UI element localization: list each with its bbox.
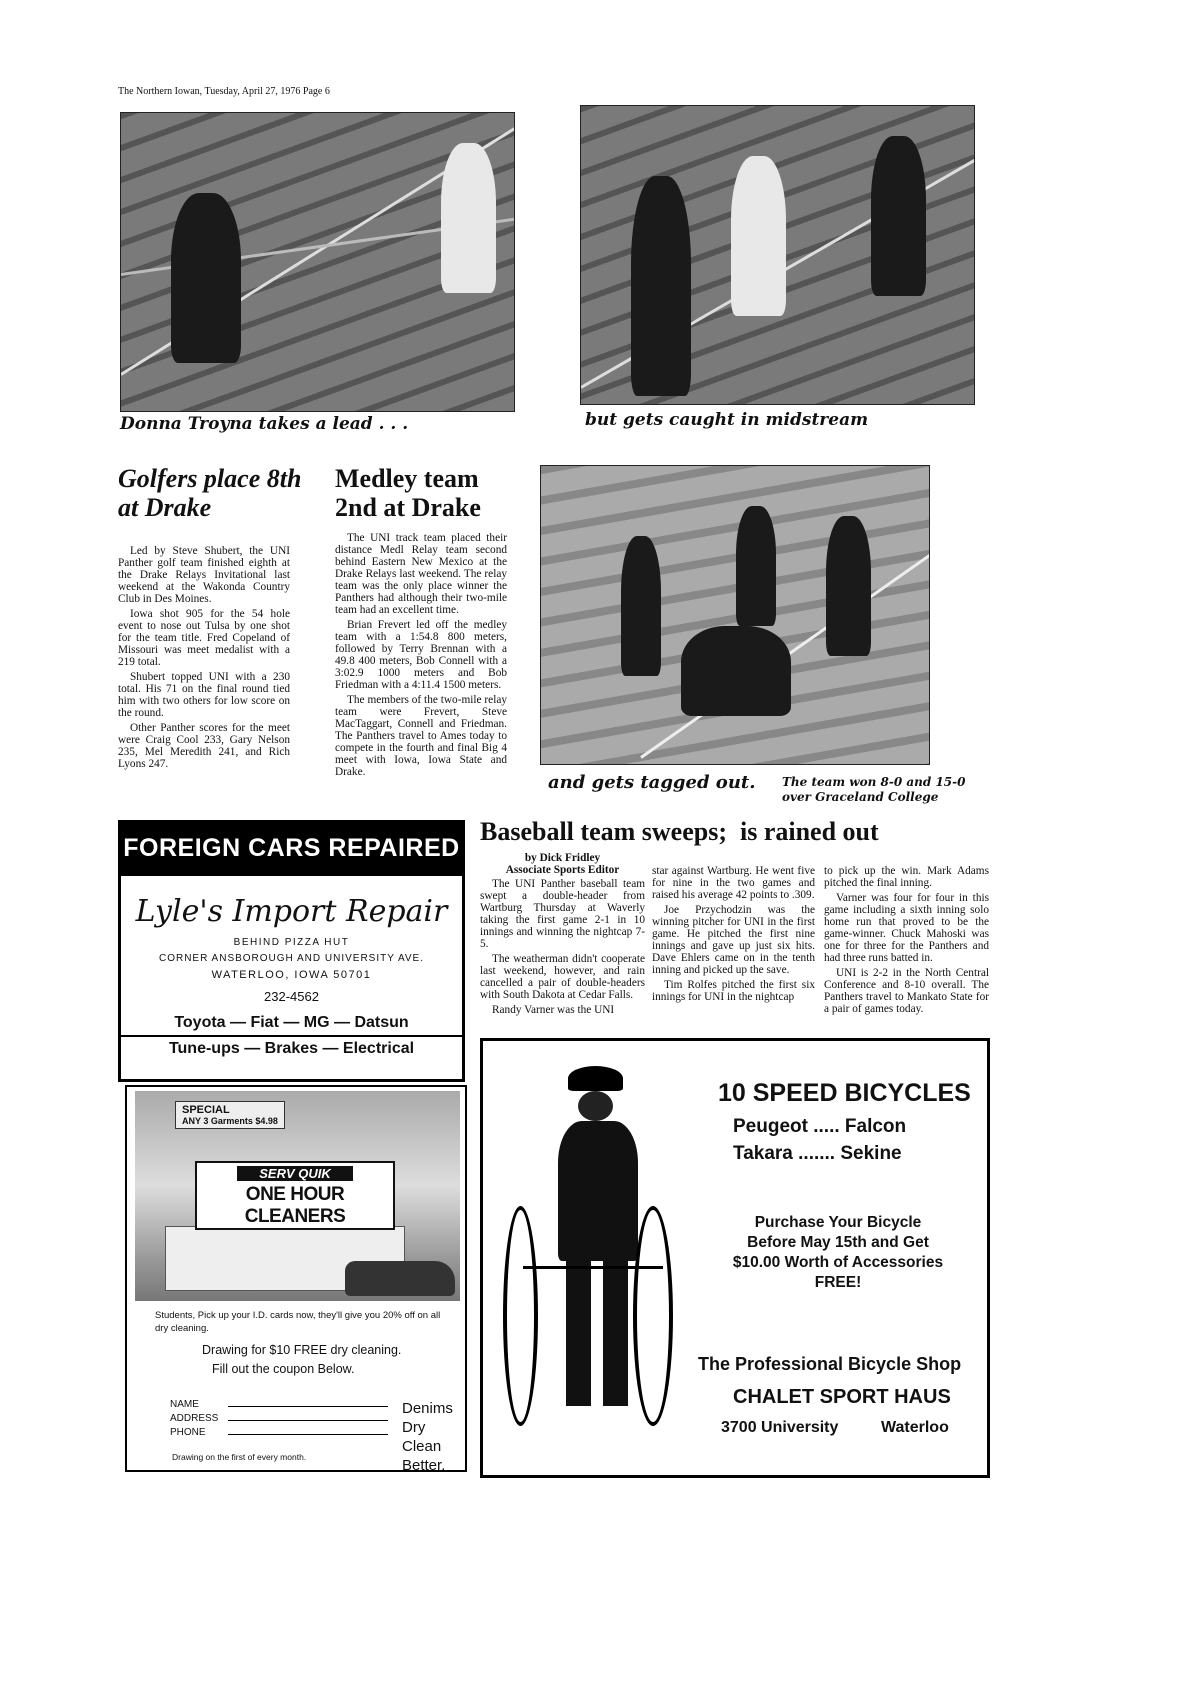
brands-line: Peugeot ..... Falcon [733, 1116, 907, 1137]
shop-tagline: The Professional Bicycle Shop [698, 1354, 962, 1374]
promo-line: Before May 15th and Get [747, 1234, 929, 1251]
promo-text: Students, Pick up your I.D. cards now, they'll give you 20% off on all dry cleaning. [155, 1310, 441, 1334]
promo [703, 1213, 973, 1293]
byline: by Dick Fridley [524, 852, 601, 864]
special-sign [175, 1101, 285, 1129]
photo-caption: and gets tagged out. [548, 772, 756, 793]
baseball-headline: Baseball team sweeps; is rained out [480, 817, 879, 846]
paragraph: Varner was four for four in this game including a sixth inning solo home run that proved to be the game-winner. Chuck Mahoski was one for three for the Panthers and had three runs batted in. [824, 892, 989, 964]
penny-farthing-illustration [503, 1066, 703, 1456]
paragraph: UNI is 2-2 in the North Central Conference and 8-10 overall. The Panthers travel to Mankato State for a pair of games today. [824, 967, 989, 1015]
paragraph: Iowa shot 905 for the 54 hole event to nose out Tulsa by one shot for the team title. Fred Copeland of Missouri was meet medalist with a 219 total. [118, 608, 290, 668]
promo-line: Purchase Your Bicycle [754, 1214, 922, 1231]
ad-title: 10 SPEED BICYCLES [718, 1079, 971, 1107]
phone-label: PHONE [170, 1427, 206, 1438]
baseball-col-1 [480, 852, 645, 1019]
phone-field[interactable] [228, 1425, 388, 1435]
promo-line: FREE! [814, 1274, 862, 1291]
paragraph: star against Wartburg. He went five for nine in the two games and raised his average 42 points to .309. [652, 865, 815, 901]
ad-bicycles [480, 1038, 990, 1478]
photo-softball-midstream [580, 105, 975, 405]
paragraph: The UNI Panther baseball team swept a double-header from Wartburg Thursday at Waverly taking the first game 2-1 in 10 innings and winning the nightcap 7-5. [480, 878, 645, 950]
medley-article [335, 532, 507, 781]
paragraph: Led by Steve Shubert, the UNI Panther golf team finished eighth at the Drake Relays Invitational last weekend at the Wakonda Country Club in Des Moines. [118, 545, 290, 605]
paragraph: Brian Frevert led off the medley team with a 1:54.8 800 meters, followed by Terry Brennan with a 49.8 400 meters, Bob Connell with a 3:02.9 1000 meters and Bob Friedman with a 4:11.4 1500 meters. [335, 619, 507, 691]
photo-caption: Donna Troyna takes a lead . . . [120, 414, 409, 434]
shop-name: CHALET SPORT HAUS [733, 1386, 951, 1408]
name-label: NAME [170, 1399, 199, 1410]
photo-caption: but gets caught in midstream [585, 410, 869, 430]
promo-coupon: Fill out the coupon Below. [212, 1362, 355, 1376]
car-makes: Toyota — Fiat — MG — Datsun [121, 1014, 462, 1037]
masthead: The Northern Iowan, Tuesday, April 27, 1976 Page 6 [118, 86, 330, 97]
ad-cleaners [125, 1085, 467, 1472]
name-field[interactable] [228, 1397, 388, 1407]
slogan [402, 1399, 465, 1475]
ad-foreign-cars [118, 820, 465, 1082]
drawing-note: Drawing on the first of every month. [172, 1452, 307, 1462]
address-label: ADDRESS [170, 1413, 219, 1424]
special-offer: ANY 3 Garments $4.98 [182, 1116, 278, 1126]
paragraph: Shubert topped UNI with a 230 total. His 71 on the final round tied him with two others for low score on the round. [118, 671, 290, 719]
byline-title: Associate Sports Editor [505, 864, 620, 876]
photo-caption-detail: The team won 8-0 and 15-0 over Graceland College [782, 775, 966, 804]
phone-number: 232-4562 [264, 989, 319, 1004]
special-label: SPECIAL [182, 1104, 230, 1116]
slogan-line: Dry Clean [402, 1419, 442, 1455]
shop-address: 3700 University [721, 1419, 839, 1436]
business-name: Lyle's Import Repair [135, 894, 448, 929]
paragraph: The UNI track team placed their distance Medl Relay team second behind Eastern New Mexico at the Drake Relays last weekend. The relay team was the only place winner the Panthers had although their two-mile team had an excellent time. [335, 532, 507, 616]
paragraph: The members of the two-mile relay team were Frevert, Steve MacTaggart, Connell and Friedman. The Panthers travel to Ames today to compete in the fourth and final Big 4 meet with Iowa, Iowa State and Drake. [335, 694, 507, 778]
photo-softball-lead [120, 112, 515, 412]
baseball-col-2 [652, 865, 815, 1006]
address-field[interactable] [228, 1411, 388, 1421]
sign-name: ONE HOUR CLEANERS [244, 1184, 346, 1227]
address-line: BEHIND PIZZA HUT [233, 937, 350, 948]
cleaners-photo [135, 1091, 460, 1301]
baseball-col-3 [824, 865, 989, 1018]
address-line: WATERLOO, IOWA 50701 [211, 969, 372, 981]
brands-line: Takara ....... Sekine [733, 1143, 902, 1164]
promo-line: $10.00 Worth of Accessories [732, 1254, 944, 1271]
services: Tune-ups — Brakes — Electrical [168, 1040, 415, 1057]
slogan-line: Better. [402, 1457, 446, 1474]
address-line: CORNER ANSBOROUGH AND UNIVERSITY AVE. [158, 953, 424, 964]
paragraph: Tim Rolfes pitched the first six innings for UNI in the nightcap [652, 979, 815, 1003]
medley-headline: Medley team 2nd at Drake [335, 464, 481, 522]
coupon-form [170, 1397, 388, 1439]
golf-headline: Golfers place 8th at Drake [118, 464, 302, 522]
photo-softball-tagged [540, 465, 930, 765]
slogan-line: Denims [402, 1400, 453, 1417]
paragraph: Joe Przychodzin was the winning pitcher for UNI in the first game. He pitched the first nine innings and gave up just six hits. Dave Ehlers came on in the tenth inning and picked up the save. [652, 904, 815, 976]
golf-article [118, 545, 290, 773]
paragraph: to pick up the win. Mark Adams pitched the final inning. [824, 865, 989, 889]
promo-drawing: Drawing for $10 FREE dry cleaning. [202, 1343, 402, 1357]
paragraph: The weatherman didn't cooperate last weekend, however, and rain cancelled a pair of double-headers with South Dakota at Cedar Falls. [480, 953, 645, 1001]
ad-banner: FOREIGN CARS REPAIRED [118, 820, 465, 876]
paragraph: Other Panther scores for the meet were Craig Cool 233, Gary Nelson 235, Mel Meredith 241, and Rich Lyons 247. [118, 722, 290, 770]
shop-city: Waterloo [881, 1419, 949, 1436]
store-sign [195, 1161, 395, 1230]
paragraph: Randy Varner was the UNI [492, 1004, 615, 1016]
sign-brand: SERV QUIK [237, 1166, 353, 1181]
